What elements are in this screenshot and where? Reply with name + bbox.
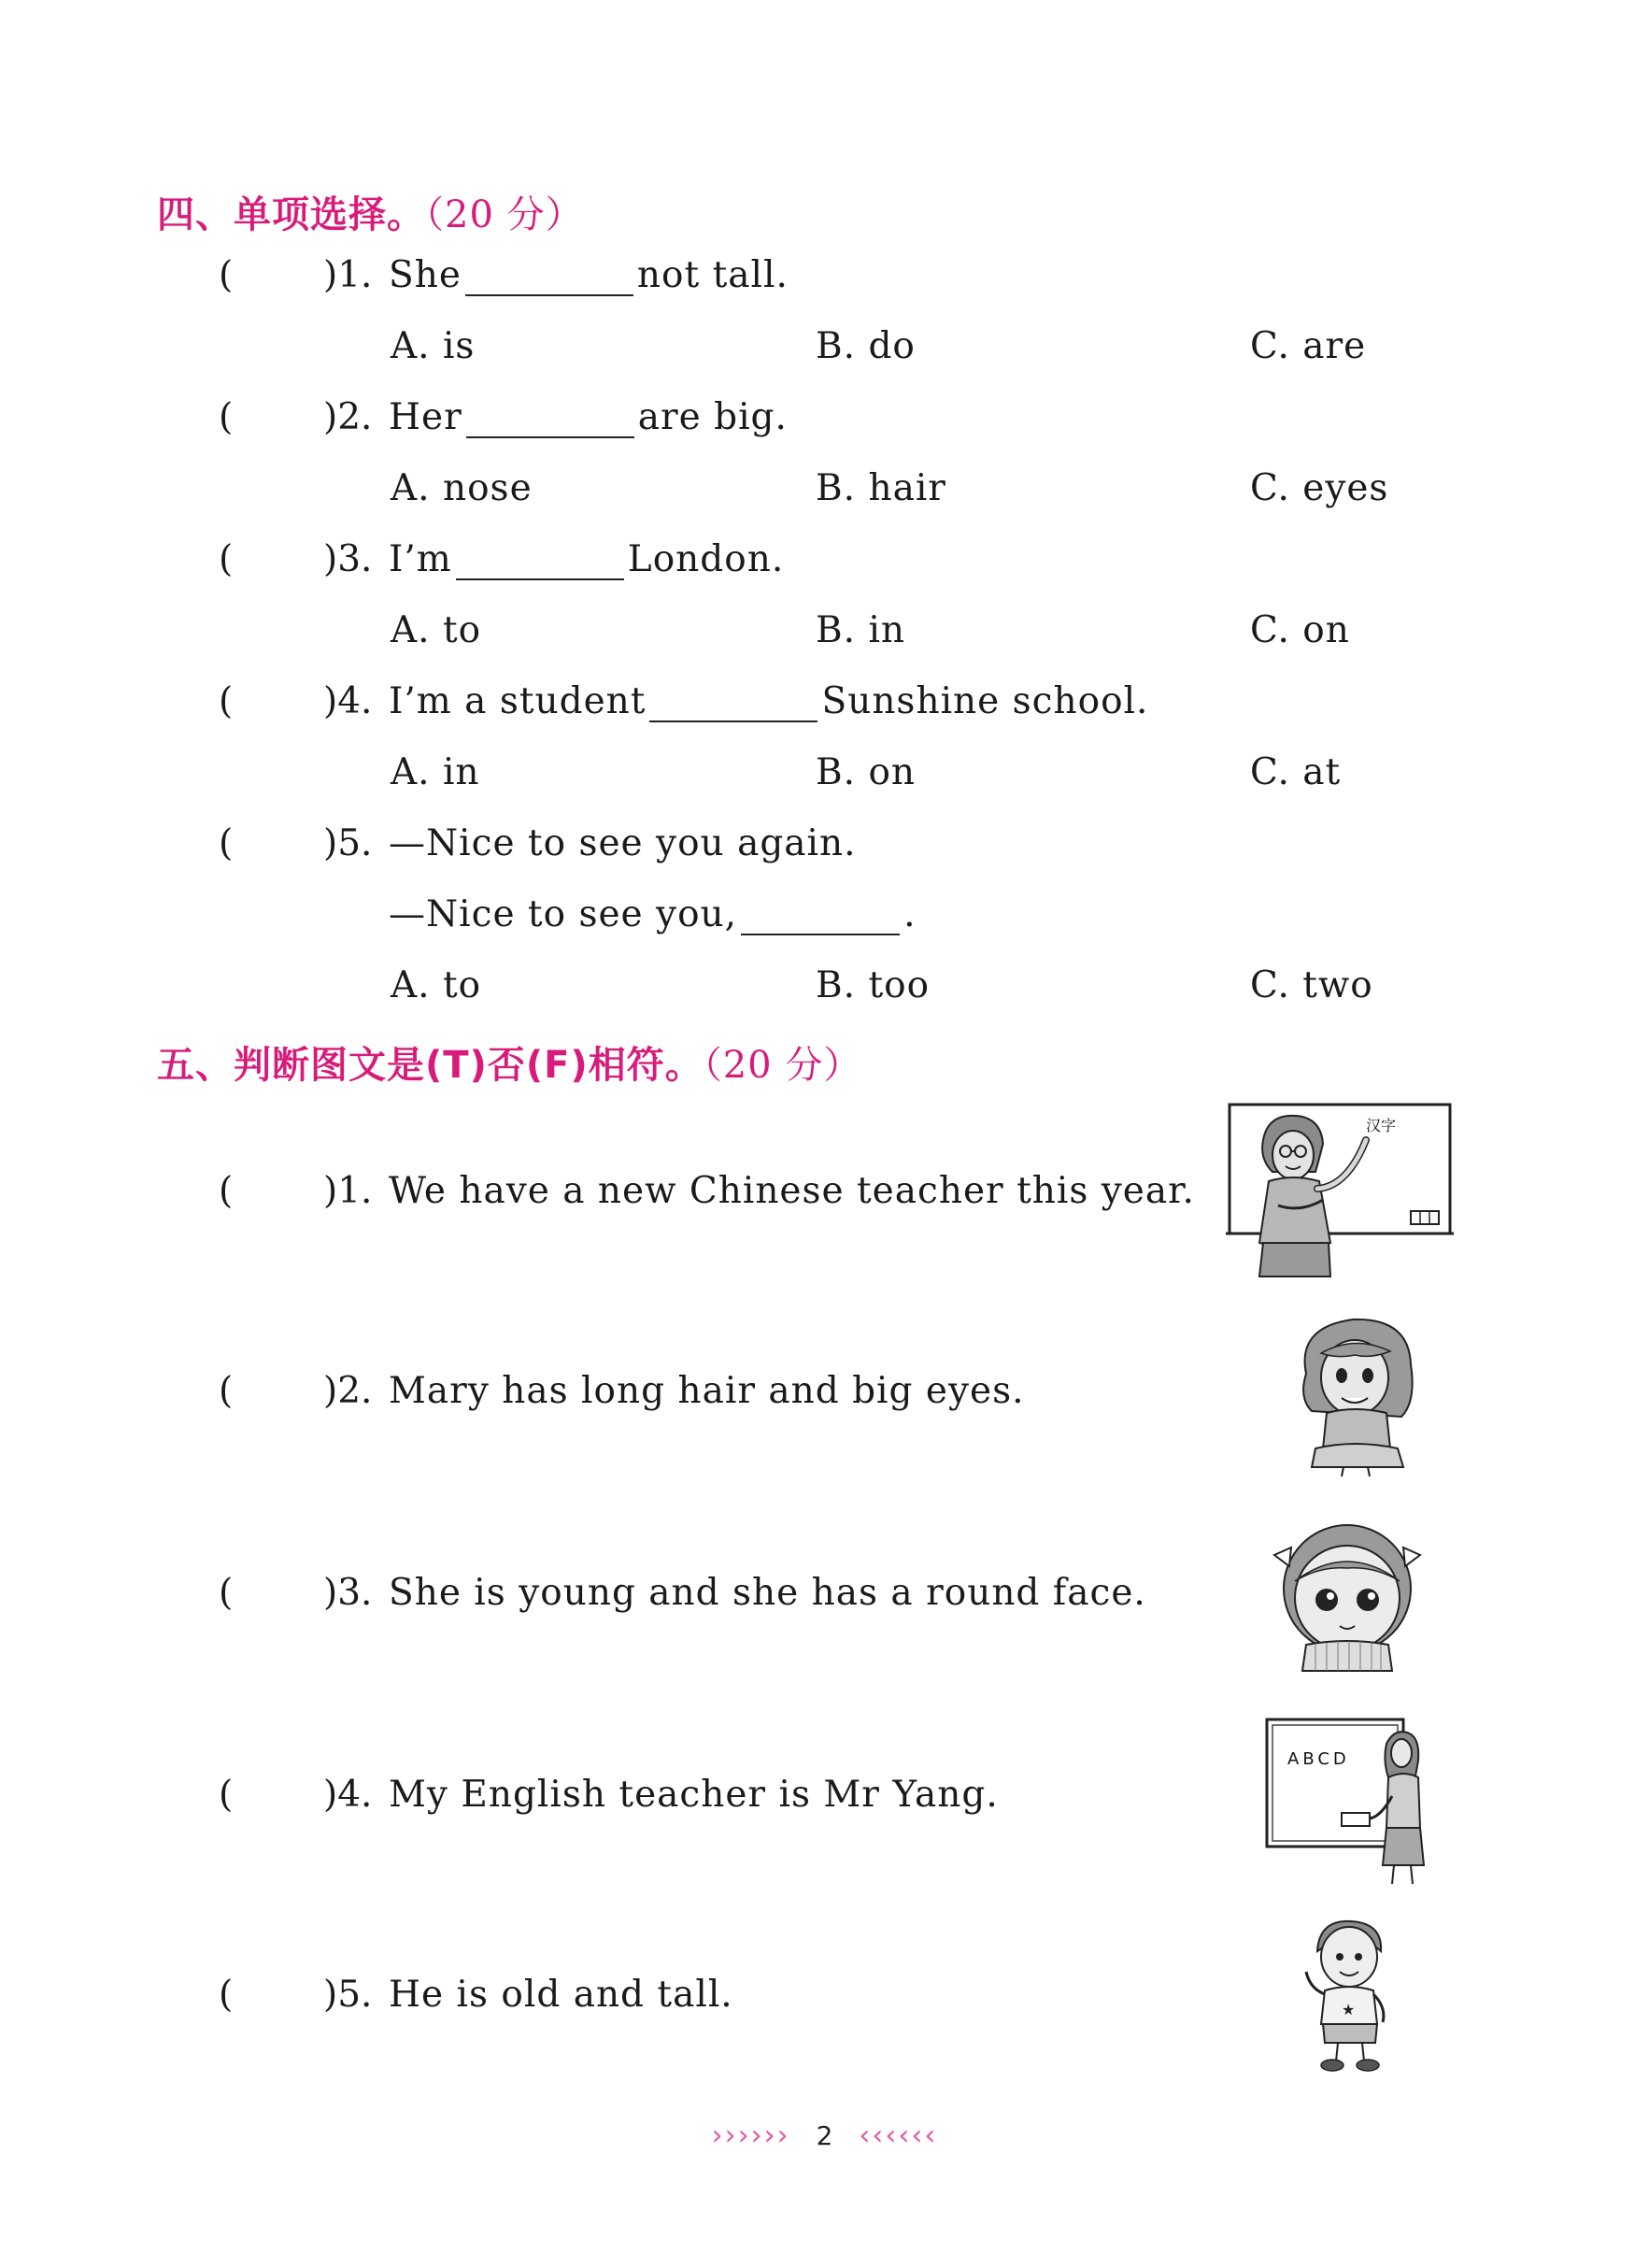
answer-blank[interactable] xyxy=(465,259,633,296)
option-b[interactable]: B. in xyxy=(816,609,906,651)
answer-blank[interactable] xyxy=(456,543,624,580)
page-footer xyxy=(0,2119,1649,2152)
chinese-teacher-picture xyxy=(1226,1103,1454,1280)
question-text: I’m a student Sunshine school. xyxy=(389,680,1149,722)
board-text: ABCD xyxy=(1287,1749,1350,1769)
boy-picture xyxy=(1297,1914,1401,2075)
question-text: She not tall. xyxy=(389,254,789,296)
statement-text: He is old and tall. xyxy=(389,1974,733,2016)
answer-blank[interactable] xyxy=(741,898,900,935)
section4-score: （20 分） xyxy=(425,193,584,236)
answer-blank[interactable] xyxy=(466,401,634,438)
statement-text: Mary has long hair and big eyes. xyxy=(389,1370,1025,1412)
board-text: 汉字 xyxy=(1366,1117,1397,1134)
section5-heading xyxy=(157,1035,861,1089)
answer-blank[interactable] xyxy=(649,685,817,722)
question-text-line2: —Nice to see you, . xyxy=(389,893,917,935)
option-b[interactable]: B. hair xyxy=(816,467,946,509)
option-c[interactable]: C. two xyxy=(1250,964,1373,1006)
option-a[interactable]: A. nose xyxy=(391,467,533,509)
section4-title: 四、单项选择。 xyxy=(157,193,425,236)
option-b[interactable]: B. do xyxy=(816,325,916,367)
svg-text:★: ★ xyxy=(1342,2001,1356,2018)
option-c[interactable]: C. eyes xyxy=(1250,467,1389,509)
question-text: —Nice to see you again. xyxy=(389,822,857,864)
statement-text: She is young and she has a round face. xyxy=(389,1572,1146,1614)
statement-text: We have a new Chinese teacher this year. xyxy=(389,1170,1195,1212)
option-a[interactable]: A. is xyxy=(391,325,476,367)
question-text: Her are big. xyxy=(389,396,788,438)
option-c[interactable]: C. on xyxy=(1250,609,1350,651)
round-face-girl-picture xyxy=(1263,1514,1431,1673)
option-a[interactable]: A. in xyxy=(391,751,480,793)
mary-picture xyxy=(1278,1308,1437,1476)
right-arrows: ‹‹‹‹‹‹ xyxy=(859,2119,938,2152)
option-b[interactable]: B. too xyxy=(816,964,931,1006)
option-b[interactable]: B. on xyxy=(816,751,917,793)
section4-heading xyxy=(157,185,584,238)
option-c[interactable]: C. are xyxy=(1250,325,1367,367)
section5-title: 五、判断图文是(T)否(F)相符。 xyxy=(157,1044,704,1087)
page-number: 2 xyxy=(816,2120,833,2151)
question-text: I’m London. xyxy=(389,538,785,580)
option-a[interactable]: A. to xyxy=(391,609,482,651)
option-a[interactable]: A. to xyxy=(391,964,482,1006)
option-c[interactable]: C. at xyxy=(1250,751,1342,793)
english-teacher-picture xyxy=(1263,1716,1435,1886)
left-arrows: ›››››› xyxy=(711,2119,790,2152)
statement-text: My English teacher is Mr Yang. xyxy=(389,1774,999,1816)
section5-score: （20 分） xyxy=(703,1044,862,1087)
